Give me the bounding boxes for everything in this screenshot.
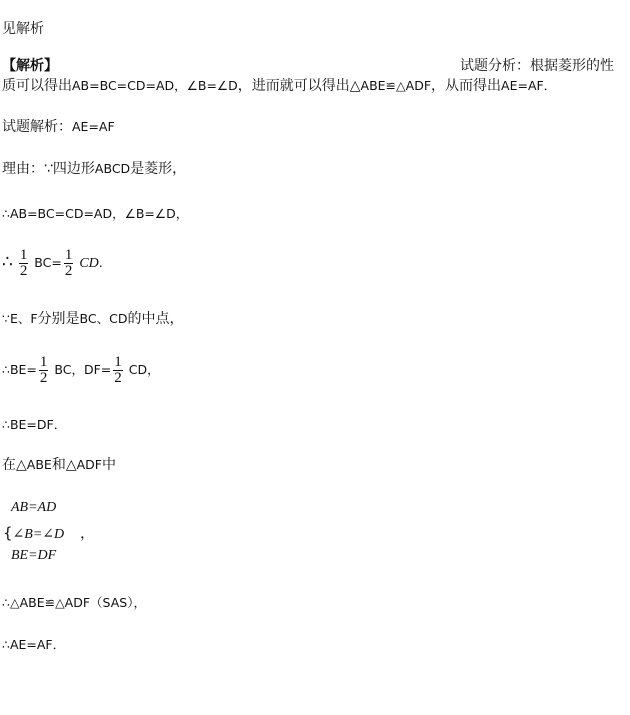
- fraction-half: [113, 355, 123, 386]
- system-row-2: [3, 523, 94, 543]
- solution-line: [2, 119, 115, 135]
- reason-line: [2, 161, 186, 177]
- analysis-line-2: [2, 78, 556, 94]
- step-8: ∴AE=AF．: [2, 637, 66, 652]
- therefore-symbol: ∴: [2, 252, 13, 272]
- step-4-text: ∴BE=: [2, 362, 37, 377]
- fraction-denominator: 2: [39, 370, 48, 386]
- step-3-part: 的中点，: [127, 311, 184, 327]
- fraction-denominator: 2: [64, 263, 73, 279]
- fraction-numerator: 1: [114, 354, 122, 370]
- fraction-denominator: 2: [19, 263, 28, 279]
- triangle-symbol: △: [65, 457, 77, 473]
- step-3-part: ∵E、F: [2, 311, 38, 326]
- reason-part: 理由：∵四边形: [2, 161, 95, 177]
- step-4-text: CD，: [128, 362, 160, 377]
- step-2-text: BC=: [34, 255, 62, 270]
- analysis-part: AB=BC=CD=AD，∠B=∠D: [72, 78, 238, 93]
- left-brace: {: [3, 524, 13, 542]
- step-2: [2, 248, 103, 279]
- fraction-numerator: 1: [64, 247, 73, 263]
- analysis-part: ，从而得出: [431, 78, 502, 94]
- step-1: ∴AB=BC=CD=AD，∠B=∠D，: [2, 206, 189, 221]
- fraction-half: [64, 248, 74, 279]
- analysis-right-text: 试题分析：根据菱形的性: [460, 58, 614, 74]
- step-6: [2, 457, 116, 473]
- step-4-text: BC，DF=: [54, 362, 112, 377]
- fraction-numerator: 1: [19, 247, 28, 263]
- triangle-symbol: △: [349, 78, 361, 94]
- step-6-part: 在: [2, 457, 16, 473]
- reason-part: ABCD: [94, 161, 131, 176]
- fraction-half: [19, 248, 29, 279]
- step-3: [2, 311, 183, 327]
- step-6-part: ADF: [76, 457, 102, 472]
- fraction-numerator: 1: [39, 354, 48, 370]
- system-row-1: AB=AD: [11, 500, 57, 515]
- fraction-denominator: 2: [114, 370, 122, 386]
- step-3-part: 分别是: [37, 311, 80, 327]
- step-2-end: .: [98, 255, 103, 270]
- solution-answer: AE=AF: [72, 119, 115, 134]
- step-6-part: 和: [51, 457, 66, 473]
- system-row-2-end: ，: [80, 526, 95, 542]
- step-3-part: BC、CD: [79, 311, 128, 326]
- analysis-part: ABE≌△ADF: [360, 78, 432, 93]
- triangle-symbol: △: [16, 457, 27, 473]
- analysis-part: AE=AF．: [501, 78, 557, 93]
- step-4: [2, 355, 160, 386]
- step-5: ∴BE=DF．: [2, 417, 67, 432]
- fraction-half: [39, 355, 49, 386]
- step-6-part: ABE: [26, 457, 52, 472]
- analysis-part: 质可以得出: [2, 78, 72, 94]
- analysis-part: ，进而就可以得出: [237, 78, 350, 94]
- solution-title: 试题解析：: [2, 119, 72, 135]
- step-2-cd: CD: [79, 256, 99, 271]
- answer-text: 见解析: [2, 21, 44, 37]
- step-7: ∴△ABE≌△ADF（SAS），: [2, 595, 146, 610]
- step-6-part: 中: [101, 457, 116, 473]
- system-row-3: BE=DF: [11, 548, 57, 563]
- analysis-header: 【解析】: [2, 58, 58, 74]
- system-row-2-eq: ∠B=∠D: [12, 527, 65, 542]
- reason-part: 是菱形，: [130, 161, 187, 177]
